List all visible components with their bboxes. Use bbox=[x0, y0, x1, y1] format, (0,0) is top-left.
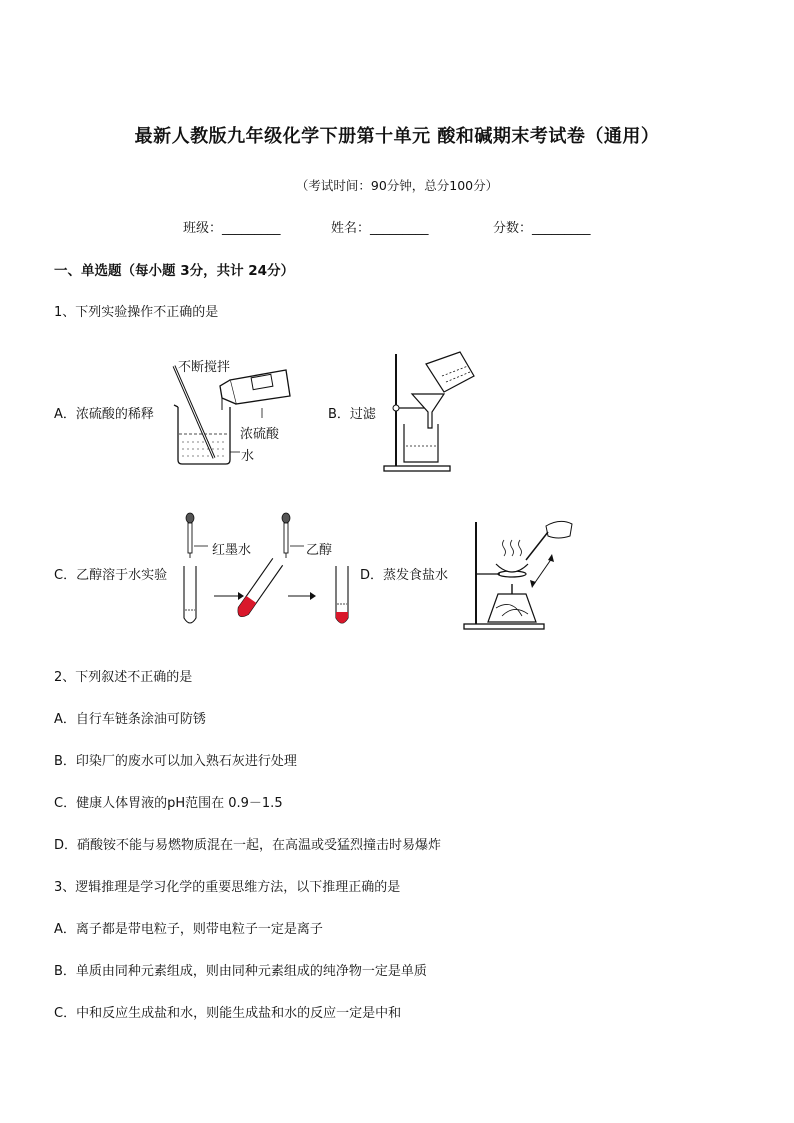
class-label: 班级： bbox=[183, 221, 223, 236]
name-label: 姓名： bbox=[331, 221, 371, 236]
q1-option-c[interactable]: C．乙醇溶于水实验 bbox=[54, 568, 168, 583]
q3-option-a[interactable]: A．离子都是带电粒子，则带电粒子一定是离子 bbox=[54, 922, 323, 937]
figure-c-ink-label: 红墨水 bbox=[212, 543, 252, 558]
name-field bbox=[331, 217, 429, 236]
section-heading: 一、单选题（每小题 3分，共计 24分） bbox=[54, 263, 295, 279]
question-2-stem: 2、下列叙述不正确的是 bbox=[54, 670, 193, 685]
figure-b-filtration bbox=[382, 350, 482, 475]
figure-d-evaporation bbox=[462, 518, 574, 633]
exam-subtitle: （考试时间：90分钟，总分100分） bbox=[295, 178, 499, 193]
figure-c-ethanol-experiment bbox=[180, 510, 360, 635]
exam-title: 最新人教版九年级化学下册第十单元 酸和碱期末考试卷（通用） bbox=[134, 126, 660, 147]
q1-option-b[interactable]: B．过滤 bbox=[328, 407, 376, 422]
class-field bbox=[183, 217, 281, 236]
q1-option-d[interactable]: D．蒸发食盐水 bbox=[360, 568, 449, 583]
q2-option-d[interactable]: D．硝酸铵不能与易燃物质混在一起，在高温或受猛烈撞击时易爆炸 bbox=[54, 838, 442, 853]
q2-option-a[interactable]: A．自行车链条涂油可防锈 bbox=[54, 712, 206, 727]
figure-a-stir-label: 不断搅拌 bbox=[178, 360, 231, 375]
q1-option-a[interactable]: A．浓硫酸的稀释 bbox=[54, 407, 154, 422]
score-field bbox=[493, 217, 591, 236]
figure-a-acid-label: 浓硫酸 bbox=[240, 427, 280, 442]
q3-option-c[interactable]: C．中和反应生成盐和水，则能生成盐和水的反应一定是中和 bbox=[54, 1006, 402, 1021]
class-blank[interactable]: _________ bbox=[222, 221, 281, 236]
score-label: 分数： bbox=[493, 221, 533, 236]
q3-option-b[interactable]: B．单质由同种元素组成，则由同种元素组成的纯净物一定是单质 bbox=[54, 964, 427, 979]
score-blank[interactable]: _________ bbox=[532, 221, 591, 236]
figure-c-ethanol-label: 乙醇 bbox=[306, 543, 333, 558]
name-blank[interactable]: _________ bbox=[370, 221, 429, 236]
q2-option-b[interactable]: B．印染厂的废水可以加入熟石灰进行处理 bbox=[54, 754, 297, 769]
figure-a-water-label: 水 bbox=[241, 449, 255, 464]
question-1-stem: 1、下列实验操作不正确的是 bbox=[54, 305, 219, 320]
q2-option-c[interactable]: C．健康人体胃液的pH范围在 0.9－1.5 bbox=[54, 796, 283, 811]
question-3-stem: 3、逻辑推理是学习化学的重要思维方法，以下推理正确的是 bbox=[54, 880, 401, 895]
